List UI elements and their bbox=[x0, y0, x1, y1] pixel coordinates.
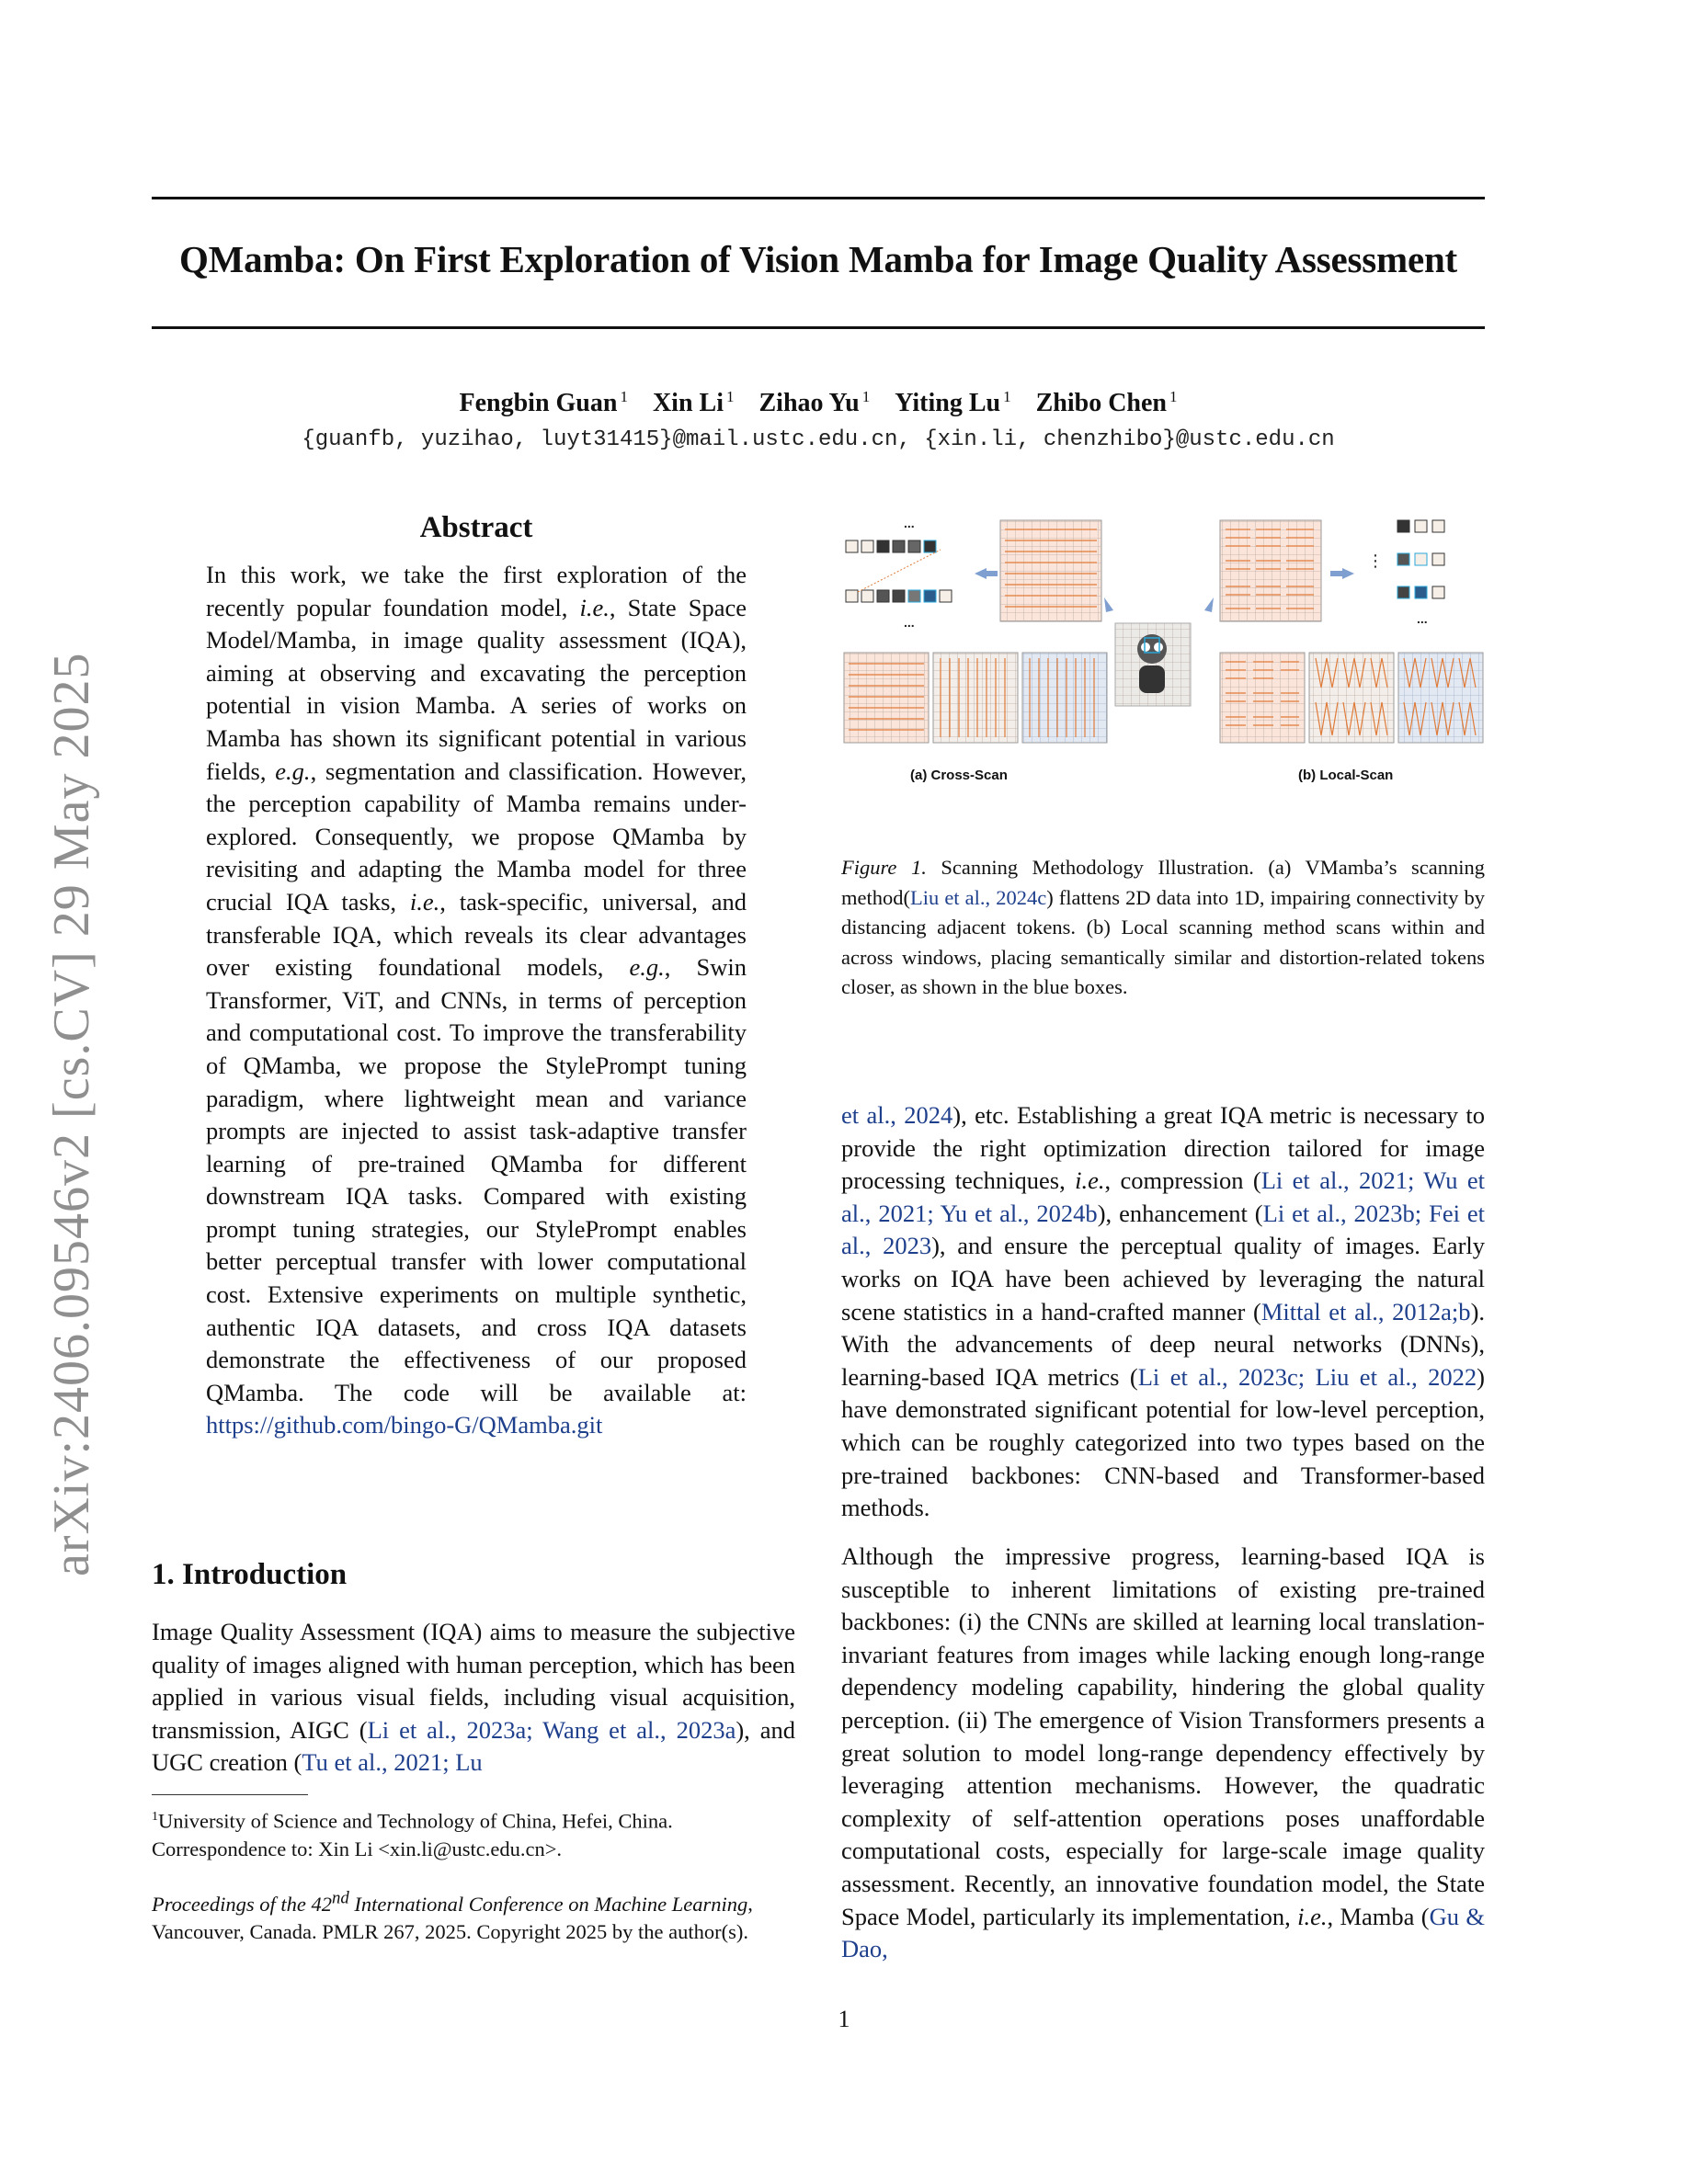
token-sequence-a-bottom bbox=[846, 590, 952, 602]
arrow-left bbox=[975, 568, 987, 579]
scan-grid-a-small-2 bbox=[933, 653, 1018, 743]
citation[interactable]: Li et al., 2023a; Wang et al., 2023a bbox=[367, 1715, 736, 1744]
citation[interactable]: Li et al., 2023b; Fei et al., 2023 bbox=[841, 1199, 1486, 1260]
scan-grid-a-small-3 bbox=[1022, 653, 1107, 743]
right-column-paragraph: Although the impressive progress, learning-based IQA is susceptible to inherent limitations of existing pre-trained backbones: (i) the CNNs are skilled at learning local translation-invariant features from images while lacking enough long-range dependency modeling capability, hindering the global quality perception. (ii) The emergence of Vision Transformers presents a great solution to model long-range dependency effectively by leveraging attention mechanisms. However, the quadratic complexity of self-attention operations poses unaffordable computational costs, especially for large-scale image quality assessment. Recently, an innovative foundation model, the State Space Model, particularly its implementation, i.e., Mamba (Gu & Dao, bbox=[841, 1542, 1485, 1963]
paper-title: QMamba: On First Exploration of Vision Mamba for Image Quality Assessment bbox=[178, 238, 1458, 280]
right-column-paragraph: et al., 2024), etc. Establishing a great IQA metric is necessary to provide the right optimization direction tailored for image processing techniques, i.e., compression (Li et al., 2021; Wu et al., 2021; Yu et al., 2024b), enhancement (Li et al., 2023b; Fei et al., 2023), and ensure the perceptual quality of images. Early works on IQA have been achieved by leveraging the natural scene statistics in a hand-crafted manner (Mittal et al., 2012a;b). With the advancements of deep neural networks (DNNs), learning-based IQA metrics (Li et al., 2023c; Liu et al., 2022) have demonstrated significant potential for low-level perception, which can be roughly categorized into two types based on the pre-trained backbones: CNN-based and Transformer-based methods. bbox=[841, 1101, 1486, 1522]
author-emails: {guanfb, yuzihao, luyt31415}@mail.ustc.edu.cn, {xin.li, chenzhibo}@ustc.edu.cn bbox=[302, 427, 1335, 452]
arxiv-stamp: arXiv:2406.09546v2 [cs.CV] 29 May 2025 bbox=[43, 652, 100, 1576]
abstract-heading: Abstract bbox=[419, 511, 533, 544]
citation[interactable]: Liu et al., 2024c bbox=[909, 885, 1047, 909]
figure-caption: Figure 1. Scanning Methodology Illustration. (a) VMamba’s scanning method(Liu et al., 2024c) flattens 2D data into 1D, impairing connectivity by distancing adjacent tokens. (b) Local scanning method scans within and across windows, placing semantically similar and distortion-related tokens closer, as shown in the blue boxes. bbox=[841, 856, 1485, 998]
citation[interactable]: et al., 2024 bbox=[841, 1101, 953, 1129]
token-sequence-b bbox=[1397, 520, 1444, 598]
citation[interactable]: Gu & Dao, bbox=[841, 1902, 1485, 1963]
token-sequence-a-top bbox=[846, 540, 936, 552]
arrow-shaft bbox=[987, 571, 998, 576]
ellipsis: ... bbox=[904, 516, 915, 530]
arrow-right bbox=[1342, 568, 1354, 579]
ellipsis: ... bbox=[1417, 611, 1428, 626]
vertical-ellipsis: ⋮ bbox=[1367, 552, 1384, 571]
arrow-left-up bbox=[1104, 597, 1113, 612]
center-image bbox=[1115, 623, 1191, 706]
author: Yiting Lu $^1$ bbox=[895, 388, 1011, 418]
author: Zihao Yu $^1$ bbox=[758, 388, 871, 418]
scan-grid-b-small-3 bbox=[1398, 653, 1483, 743]
ellipsis: ... bbox=[904, 615, 915, 630]
figure-scanning-illustration bbox=[841, 513, 1485, 789]
scan-grid-a bbox=[1000, 520, 1101, 621]
scan-grid-b-small-2 bbox=[1309, 653, 1394, 743]
section-heading-introduction: 1. Introduction bbox=[152, 1558, 348, 1591]
page-number: 1 bbox=[838, 2006, 850, 2032]
citation[interactable]: Li et al., 2021; Wu et al., 2021; Yu et al., 2024b bbox=[841, 1166, 1485, 1227]
author-list bbox=[152, 388, 1485, 418]
footnote-rule bbox=[152, 1794, 308, 1795]
top-rule bbox=[152, 197, 1485, 199]
title-bottom-rule bbox=[152, 326, 1485, 329]
arrow-shaft bbox=[1330, 571, 1342, 576]
citation[interactable]: Tu et al., 2021; Lu bbox=[302, 1748, 483, 1777]
code-link[interactable]: https://github.com/bingo-G/QMamba.git bbox=[206, 1411, 603, 1439]
author: Fengbin Guan $^1$ bbox=[459, 388, 628, 418]
arrow-right-up bbox=[1204, 597, 1214, 612]
author: Xin Li $^1$ bbox=[652, 388, 735, 418]
scan-grid-b-small-1 bbox=[1220, 653, 1305, 743]
citation[interactable]: Li et al., 2023c; Liu et al., 2022 bbox=[1137, 1362, 1477, 1391]
link-line bbox=[858, 550, 941, 592]
author: Zhibo Chen $^1$ bbox=[1035, 388, 1178, 418]
scan-grid-a-small-1 bbox=[844, 653, 929, 743]
proceedings-note: Proceedings of the 42nd International Conference on Machine Learning, Vancouver, Canada. PMLR 267, 2025. Copyright 2025 by the author(s). bbox=[152, 1888, 753, 1943]
affiliation-footnote: $^1$University of Science and Technology of China, Hefei, China. Correspondence to: Xin Li <xin.li@ustc.edu.cn>. bbox=[152, 1809, 673, 1860]
citation[interactable]: Mittal et al., 2012a;b bbox=[1260, 1297, 1471, 1325]
subfigure-label-a: (a) Cross-Scan bbox=[910, 768, 1008, 783]
subfigure-label-b: (b) Local-Scan bbox=[1298, 768, 1394, 783]
introduction-body: Image Quality Assessment (IQA) aims to measure the subjective quality of images aligned with human perception, which has been applied in various visual fields, including visual acquisition, transmission, AIGC (Li et al., 2023a; Wang et al., 2023a), and UGC creation (Tu et al., 2021; Lu bbox=[152, 1618, 795, 1777]
abstract-body: In this work, we take the first exploration of the recently popular foundation model, i.e., State Space Model/Mamba, in image quality assessment (IQA), aiming at observing and excavating the perception potential in vision Mamba. A series of works on Mamba has shown its significant potential in various fields, e.g., segmentation and classification. However, the perception capability of Mamba remains under-explored. Consequently, we propose QMamba by revisiting and adapting the Mamba model for three crucial IQA tasks, i.e., task-specific, universal, and transferable IQA, which reveals its clear advantages over existing foundational models, e.g., Swin Transformer, ViT, and CNNs, in terms of perception and computational cost. To improve the transferability of QMamba, we propose the StylePrompt tuning paradigm, where lightweight mean and variance prompts are injected to assist task-adaptive transfer learning of pre-trained QMamba for different downstream IQA tasks. Compared with existing prompt tuning strategies, our StylePrompt enables better perceptual transfer with lower computational cost. Extensive experiments on multiple synthetic, authentic IQA datasets, and cross IQA datasets demonstrate the effectiveness of our proposed QMamba. The code will be available at: https://github.com/bingo-G/QMamba.git bbox=[206, 561, 747, 1439]
scan-grid-b bbox=[1220, 520, 1321, 621]
